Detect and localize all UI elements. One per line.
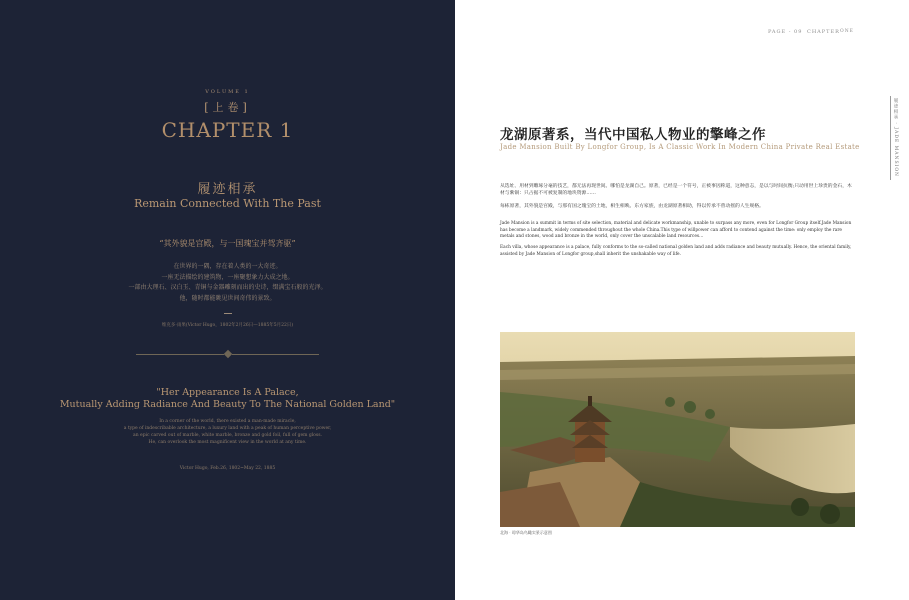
juan-label: [上卷] xyxy=(204,101,251,114)
body-paragraph-zh-2: 每栋原著，其外貌是宫殿，与那有国之瑰宝的土地，相生相映。东方家族，由龙湖原著相助，得以传承不曾动摇的人生规格。 xyxy=(500,204,764,209)
chapter-label: CHAPTER xyxy=(807,29,840,35)
page-number: PAGE - 09 xyxy=(768,29,803,35)
aerial-photo-image xyxy=(500,332,855,527)
chapter-word: ONE xyxy=(840,29,854,34)
poem-zh xyxy=(0,262,455,304)
poem-en-line: an epic carved out of marble, white marble, bronze and gold foil, full of gem gloss. xyxy=(133,433,322,438)
body-paragraph-en-1: Jade Mansion is a summit in terms of site selection, material and delicate workmanship, unable to surpass any more, even for Longfor Group itself.Jade Mansion has become a landmark, widely commended throughout the whole China.This type of willpower can afford to contend against the time: only employ the rare metals and stones, wood and bronze in the world, only cover the unscalable land resources… xyxy=(500,221,852,239)
side-tab-text: 履迹相承 · JADE MANSION xyxy=(893,98,898,177)
author-zh: 维克多·雨果(Victor Hugo，1802年2月26日—1885年5月22日) xyxy=(161,323,294,328)
poem-zh-line: 他，随时都能眺见世间奇伟的景致。 xyxy=(179,294,276,302)
body-paragraph-zh-1: 从选址、用材到雕琢分毫的技艺，都无法再现世间。哪怕是龙湖自己。原著，已经是一个符号，正被事因称道，这种意志，是以与时间抗衡;只动用世上珍贵的金石，木材与紫铜：只占据不可被复制的地块资源…… xyxy=(500,184,852,196)
aerial-photo xyxy=(500,332,855,527)
poem-en-line: a type of indescribable architecture, a luxury land with a peak of human perceptive power, xyxy=(123,426,332,431)
volume-label: VOLUME 1 xyxy=(205,89,250,95)
side-tab-bar xyxy=(890,96,891,180)
poem-en-line: He, can overlook the most magnificent view in the world at any time. xyxy=(148,440,307,445)
quote-en-line: Mutually Adding Radiance And Beauty To The National Golden Land" xyxy=(59,398,396,410)
photo-caption: 北海 · 琼华岛鸟瞰实景示意图 xyxy=(500,530,552,535)
quote-zh: “其外貌是宫殿，与一国瑰宝并驾齐驱” xyxy=(159,239,296,248)
section-title-zh: 履迹相承 xyxy=(197,182,258,197)
poem-zh-line: 一座无法描绘的建筑物，一座聚想象力大成之地。 xyxy=(161,273,294,281)
body-paragraph-en-2: Each villa, whose appearance is a palace, fully conforms to the so-called national golden land and adds radiance and beauty mutually. Hence, the oriental family, assisted by Jade Mansion of Longfor group,shall inherit the unshakable way of life. xyxy=(500,245,852,257)
author-en: Victor Hugo, Feb.26, 1802~May 22, 1885 xyxy=(179,466,276,471)
poem-zh-line: 一部由大理石、汉白玉、青铜与金器雕刻而出的史诗，缀满宝石般的光泽。 xyxy=(128,284,327,291)
ornament-diamond-icon xyxy=(224,350,232,358)
chapter-title: CHAPTER 1 xyxy=(161,118,294,142)
section-title-en: Remain Connected With The Past xyxy=(134,197,321,210)
short-divider xyxy=(224,313,232,314)
quote-en-line: "Her Appearance Is A Palace, xyxy=(156,387,299,398)
ornament-rule-left xyxy=(136,354,224,355)
poem-en xyxy=(0,418,455,446)
poem-zh-line: 在世界的一隅，存在着人类的一大奇迹。 xyxy=(173,263,282,270)
right-page xyxy=(455,0,909,600)
ornament-rule-right xyxy=(232,354,319,355)
quote-en xyxy=(0,387,455,410)
article-title-zh: 龙湖原著系，当代中国私人物业的擎峰之作 xyxy=(500,127,766,143)
poem-en-line: In a corner of the world, there existed a man-made miracle, xyxy=(159,419,296,424)
article-title-en: Jade Mansion Built By Longfor Group, Is A Classic Work In Modern China Private Real Estate xyxy=(500,143,860,151)
